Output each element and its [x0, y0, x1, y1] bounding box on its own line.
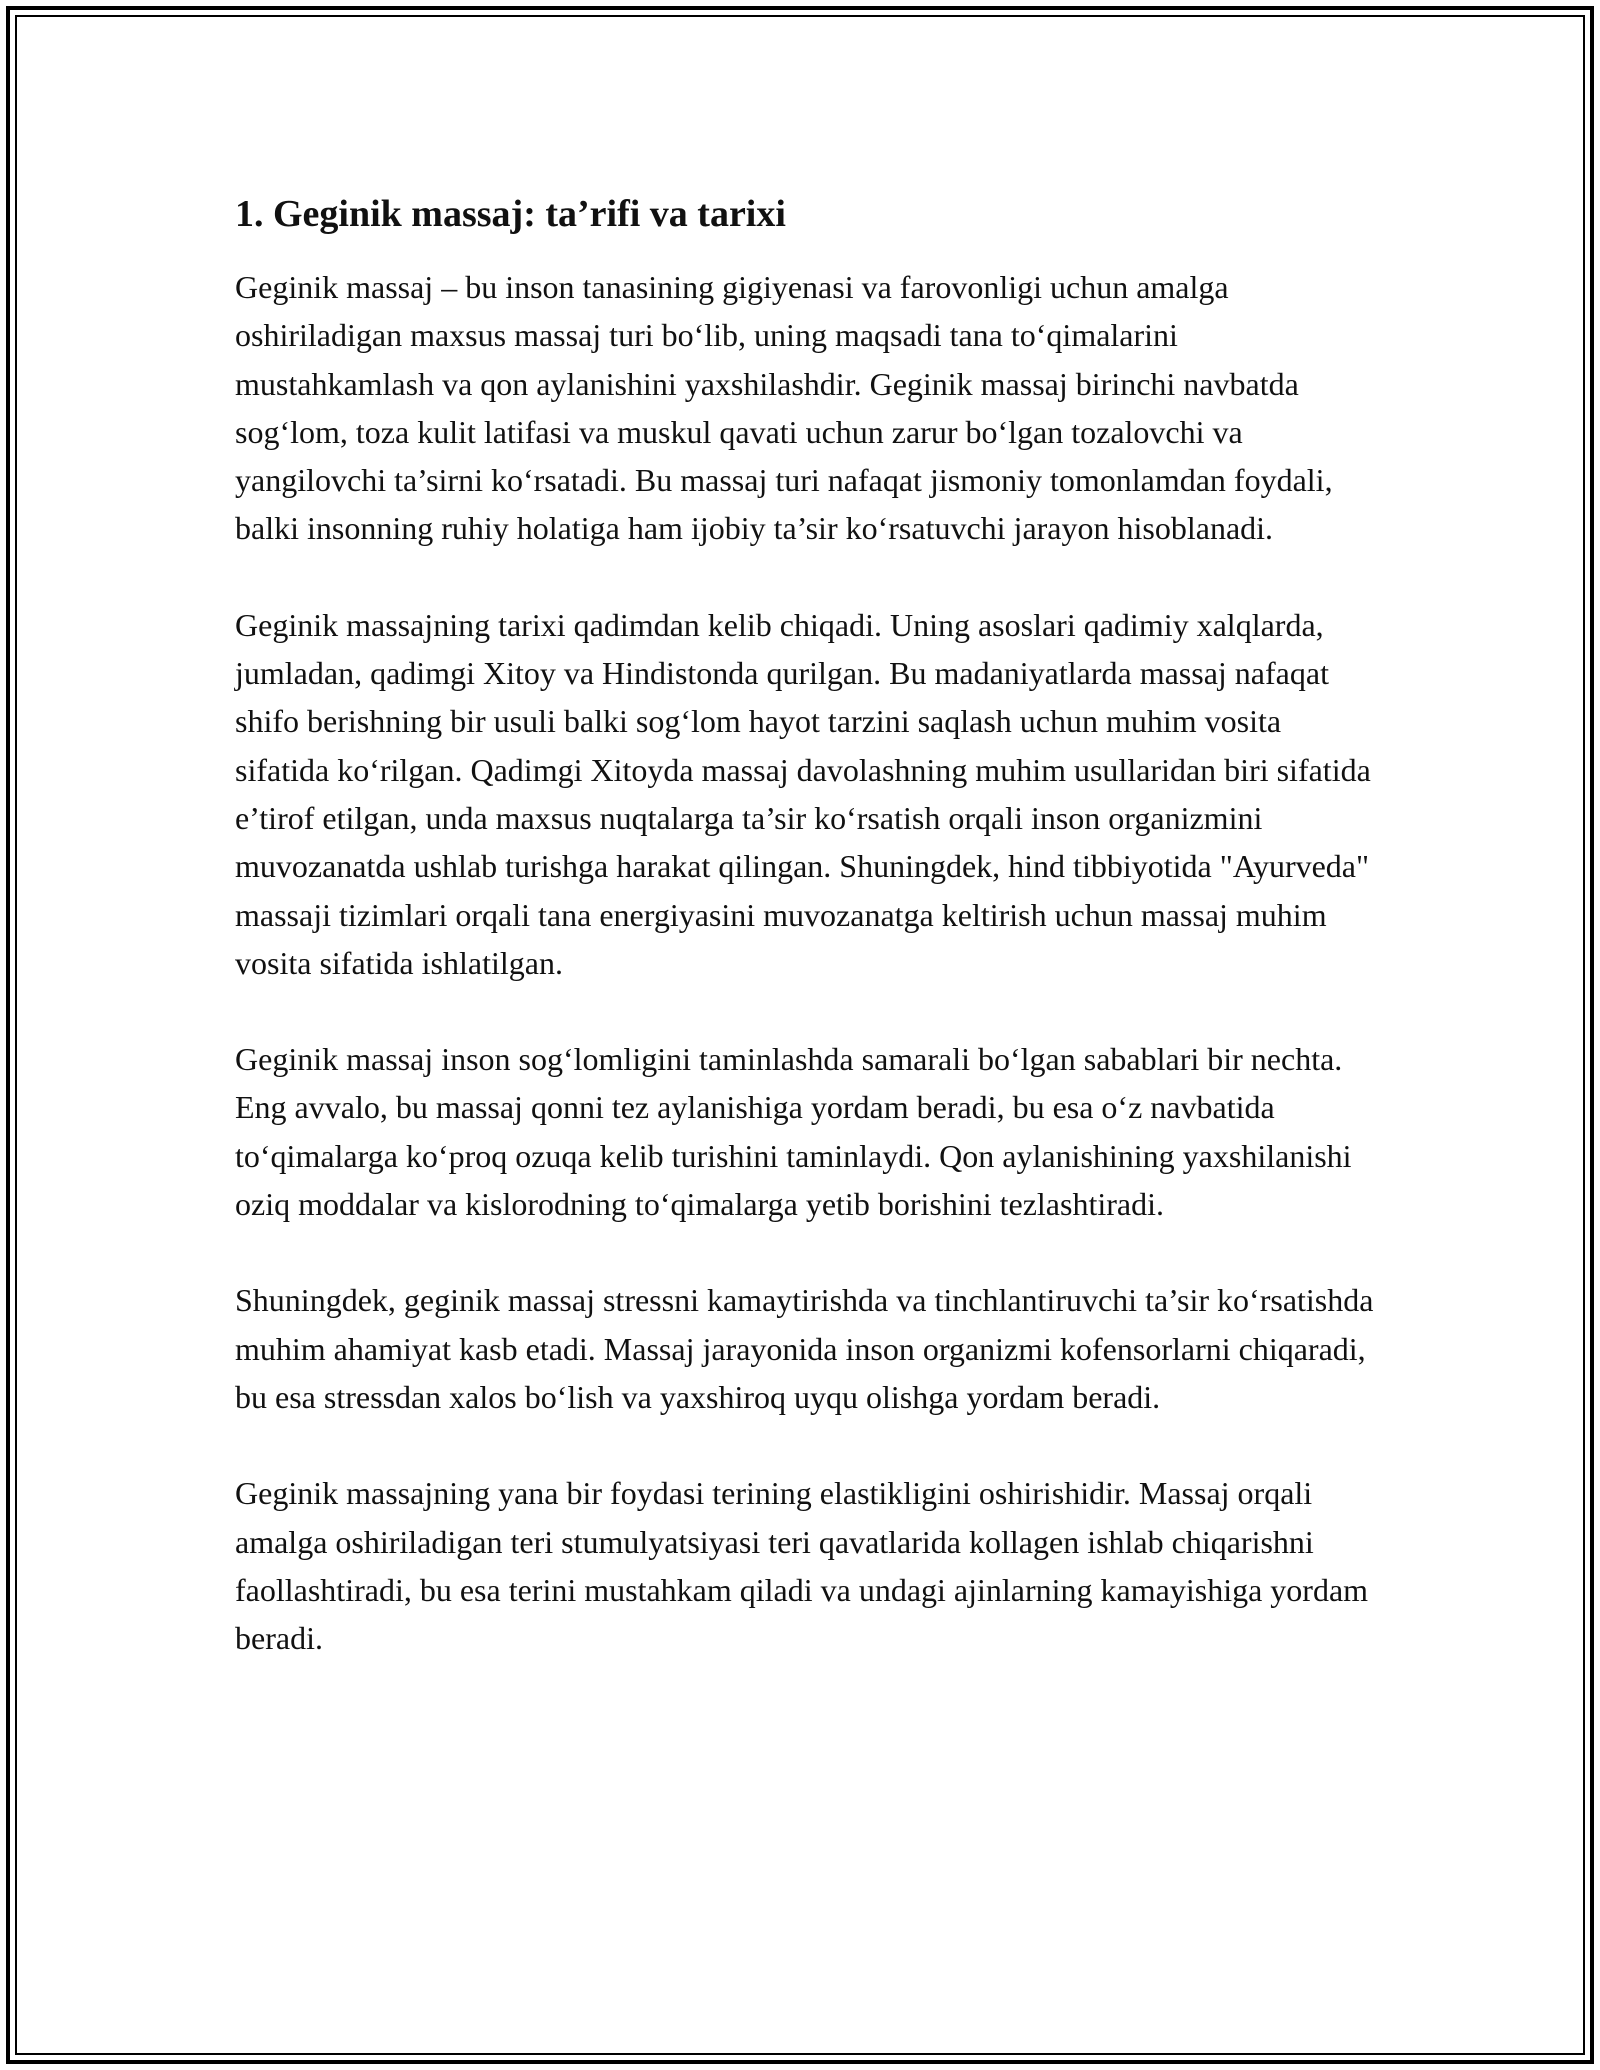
document-body	[235, 185, 1375, 1710]
paragraph-definition: Geginik massaj – bu inson tanasining gigiyenasi va farovonligi uchun amalga oshiriladigan maxsus massaj turi bo‘lib, uning maqsadi tana to‘qimalarini mustahkamlash va qon aylanishini yaxshilashdir. Geginik massaj birinchi navbatda sog‘lom, toza kulit latifasi va muskul qavati uchun zarur bo‘lgan tozalovchi va yangilovchi ta’sirni ko‘rsatadi. Bu massaj turi nafaqat jismoniy tomonlamdan foydali, balki insonning ruhiy holatiga ham ijobiy ta’sir ko‘rsatuvchi jarayon hisoblanadi.	[235, 269, 1333, 547]
paragraph-history: Geginik massajning tarixi qadimdan kelib chiqadi. Uning asoslari qadimiy xalqlarda, jumladan, qadimgi Xitoy va Hindistonda qurilgan. Bu madaniyatlarda massaj nafaqat shifo berishning bir usuli balki sog‘lom hayot tarzini saqlash uchun muhim vosita sifatida ko‘rilgan. Qadimgi Xitoyda massaj davolashning muhim usullaridan biri sifatida e’tirof etilgan, unda maxsus nuqtalarga ta’sir ko‘rsatish orqali inson organizmini muvozanatda ushlab turishga harakat qilingan. Shuningdek, hind tibbiyotida "Ayurveda" massaji tizimlari orqali tana energiyasini muvozanatga keltirish uchun massaj muhim vosita sifatida ishlatilgan.	[235, 606, 1371, 981]
paragraph-stress: Shuningdek, geginik massaj stressni kamaytirishda va tinchlantiruvchi ta’sir ko‘rsatishda muhim ahamiyat kasb etadi. Massaj jarayonida inson organizmi kofensorlarni chiqaradi, bu esa stressdan xalos bo‘lish va yaxshiroq uyqu olishga yordam beradi.	[235, 1282, 1374, 1415]
paragraph-circulation: Geginik massaj inson sog‘lomligini taminlashda samarali bo‘lgan sabablari bir nechta. Eng avvalo, bu massaj qonni tez aylanishiga yordam beradi, bu esa o‘z navbatida to‘qimalarga ko‘proq ozuqa kelib turishini taminlaydi. Qon aylanishining yaxshilanishi oziq moddalar va kislorodning to‘qimalarga yetib borishini tezlashtiradi.	[235, 1041, 1352, 1223]
paragraph-skin: Geginik massajning yana bir foydasi terining elastikligini oshirishidir. Massaj orqali amalga oshiriladigan teri stumulyatsiyasi teri qavatlarida kollagen ishlab chiqarishni faollashtiradi, bu esa terini mustahkam qiladi va undagi ajinlarning kamayishiga yordam beradi.	[235, 1475, 1369, 1657]
section-heading: 1. Geginik massaj: ta’rifi va tarixi	[235, 193, 786, 235]
